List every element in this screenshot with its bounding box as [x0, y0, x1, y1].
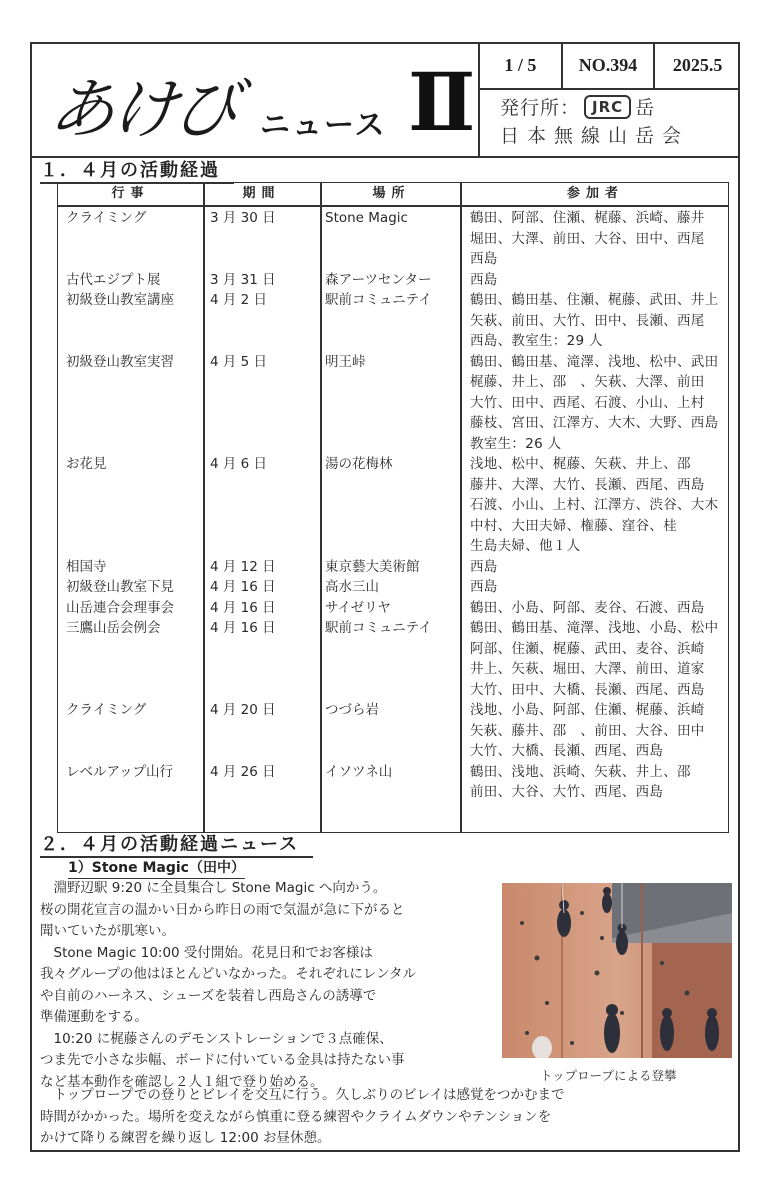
col-header-participants: 参加者: [566, 186, 624, 201]
publisher-org: 日本無線山岳会: [500, 125, 690, 147]
news-line: 準備運動をする。: [40, 1009, 148, 1025]
participants-line: 鶴田、小島、阿部、麦谷、石渡、西島: [470, 599, 705, 616]
participants-line: 矢萩、藤井、邵 、前田、大谷、田中: [470, 722, 705, 739]
cell-date: 4 月 16 日: [210, 599, 276, 616]
cell-place: 駅前コミュニテイ: [325, 620, 432, 636]
participants-line: 藤枝、宮田、江澤方、大木、大野、西島: [470, 415, 719, 431]
participants-line: 中村、大田夫婦、権藤、窪谷、桂: [470, 517, 677, 534]
cell-event: 古代エジプト展: [66, 271, 161, 288]
participants-line: 鶴田、鶴田基、住瀬、梶藤、武田、井上: [470, 292, 719, 308]
news-line: 聞いていたが肌寒い。: [40, 923, 175, 939]
climbing-gym-image: [502, 883, 732, 1058]
participants-line: 石渡、小山、上村、江澤方、渋谷、大木: [470, 497, 719, 513]
cell-place: つづら岩: [325, 702, 379, 718]
participants-line: 梶藤、井上、邵 、矢萩、大澤、前田: [470, 374, 705, 390]
cell-event: 山岳連合会理事会: [66, 599, 174, 616]
jrc-logo: JRC: [584, 95, 631, 119]
participants-line: 藤井、大澤、大竹、長瀬、西尾、西島: [470, 476, 705, 493]
col-rule: [460, 183, 462, 832]
cell-place: 東京藝大美術館: [325, 558, 420, 575]
masthead: [38, 48, 478, 154]
cell-date: 4 月 6 日: [210, 456, 268, 472]
cell-event: お花見: [66, 456, 107, 472]
cell-event: 初級登山教室下見: [66, 579, 174, 595]
section-heading-1: １．４月の活動経過: [40, 160, 234, 184]
news-line: Stone Magic 10:00 受付開始。花見日和でお客様は: [40, 944, 373, 961]
cell-participants: [470, 618, 725, 700]
participants-line: 井上、矢萩、堀田、大澤、前田、道家: [470, 661, 705, 677]
cell-participants: [470, 577, 725, 598]
cell-participants: [470, 270, 725, 291]
news-line: など基本動作を確認し２人１組で登り始める。: [40, 1073, 324, 1090]
news-line: 時間がかかった。場所を変えながら慎重に登る練習やクライムダウンやテンションを: [40, 1108, 552, 1125]
cell-date: 4 月 2 日: [210, 292, 268, 308]
cell-place: イソツネ山: [325, 763, 393, 780]
cell-place: 森アーツセンター: [325, 271, 432, 288]
participants-line: 鶴田、鶴田基、滝澤、浅地、小島、松中: [470, 620, 719, 636]
cell-date: 4 月 5 日: [210, 353, 268, 370]
cell-place: Stone Magic: [325, 210, 408, 226]
participants-line: 矢萩、前田、大竹、田中、長瀬、西尾: [470, 312, 705, 329]
col-header-event: 行事: [111, 186, 150, 201]
participants-line: 阿部、住瀬、梶藤、武田、麦谷、浜崎: [470, 640, 705, 657]
cell-event: 三鷹山岳会例会: [66, 620, 161, 636]
col-rule: [203, 183, 205, 832]
cell-place: 湯の花梅林: [325, 456, 393, 472]
cell-date: 3 月 30 日: [210, 210, 276, 226]
cell-date: 3 月 31 日: [210, 271, 276, 288]
participants-line: 西島、教室生：29 人: [470, 333, 603, 349]
col-header-date: 期間: [242, 186, 281, 201]
header-rule: [58, 205, 728, 207]
cell-date: 4 月 16 日: [210, 620, 276, 636]
cell-place: 明王峠: [325, 353, 366, 370]
news-body: [40, 878, 495, 1093]
cell-event: 初級登山教室実習: [66, 353, 174, 370]
cell-participants: [470, 290, 725, 352]
col-rule: [320, 183, 322, 832]
news-line: つま先で小さな歩幅、ボードに付いている金具は持たない事: [40, 1052, 405, 1068]
masthead-news: ニュース: [260, 108, 387, 143]
publisher: [500, 94, 730, 150]
participants-line: 西島: [470, 251, 498, 267]
cell-date: 4 月 20 日: [210, 702, 276, 718]
news-line: 我々グループの他はほとんどいなかった。それぞれにレンタル: [40, 966, 417, 982]
participants-line: 西島: [470, 271, 498, 288]
masthead-numeral: Ⅱ: [408, 55, 476, 149]
news-line: 10:20 に梶藤さんのデモンストレーションで３点確保、: [40, 1030, 393, 1047]
cell-participants: [470, 454, 725, 557]
cell-place: サイゼリヤ: [325, 599, 391, 616]
masthead-title: あけび: [45, 71, 240, 148]
climbing-photo: [502, 883, 732, 1058]
cell-participants: [470, 700, 725, 762]
participants-line: 大竹、田中、西尾、石渡、小山、上村: [470, 394, 705, 411]
cell-place: 駅前コミュニテイ: [325, 292, 432, 308]
participants-line: 大竹、田中、大橋、長瀬、西尾、西島: [470, 681, 705, 698]
participants-line: 浅地、小島、阿部、住瀬、梶藤、浜崎: [470, 702, 705, 718]
participants-line: 西島: [470, 579, 498, 595]
participants-line: 西島: [470, 558, 498, 575]
cell-event: レベルアップ山行: [66, 763, 174, 780]
cell-participants: [470, 352, 725, 455]
cell-participants: [470, 557, 725, 578]
news-line: 淵野辺駅 9:20 に全員集合し Stone Magic へ向かう。: [40, 880, 387, 896]
participants-line: 教室生：26 人: [470, 435, 562, 452]
cell-place: 高水三山: [325, 579, 379, 595]
cell-participants: [470, 208, 725, 270]
participants-line: 大竹、大橋、長瀬、西尾、西島: [470, 743, 664, 759]
activity-table: [57, 182, 729, 833]
news-sub-heading: 1）Stone Magic（田中）: [68, 858, 245, 879]
participants-line: 堀田、大澤、前田、大谷、田中、西尾: [470, 230, 705, 247]
news-line: や自前のハーネス、シューズを装着し西島さんの誘導で: [40, 987, 377, 1004]
col-header-place: 場所: [372, 186, 411, 201]
participants-line: 鶴田、浅地、浜崎、矢萩、井上、邵: [470, 763, 691, 780]
participants-line: 鶴田、阿部、住瀬、梶藤、浜崎、藤井: [470, 210, 705, 226]
page-number: 1 / 5: [480, 42, 563, 88]
photo-caption: トップロープによる登攀: [540, 1068, 677, 1083]
masthead-bottom-rule: [30, 156, 740, 158]
participants-line: 鶴田、鶴田基、滝澤、浅地、松中、武田: [470, 353, 719, 370]
news-line: かけて降りる練習を繰り返し 12:00 お昼休憩。: [40, 1130, 331, 1146]
cell-event: クライミング: [66, 702, 147, 718]
issue-date: 2025.5: [672, 54, 723, 75]
participants-line: 生島夫婦、他１人: [470, 538, 581, 554]
cell-date: 4 月 26 日: [210, 763, 276, 780]
cell-date: 4 月 12 日: [210, 558, 276, 575]
cell-date: 4 月 16 日: [210, 579, 276, 595]
issue-info: [480, 42, 740, 90]
news-body-full: [40, 1085, 700, 1150]
cell-event: クライミング: [66, 210, 147, 226]
participants-line: 前田、大谷、大竹、西尾、西島: [470, 784, 664, 800]
news-line: 桜の開花宣言の温かい日から昨日の雨で気温が急に下がると: [40, 901, 405, 918]
participants-line: 浅地、松中、梶藤、矢萩、井上、邵: [470, 456, 691, 472]
cell-participants: [470, 598, 725, 619]
cell-event: 初級登山教室講座: [66, 292, 174, 308]
publisher-suffix: 岳: [635, 97, 656, 119]
cell-event: 相国寺: [66, 558, 107, 575]
publisher-label: 発行所：: [500, 97, 581, 119]
news-line: トップロープでの登りとビレイを交互に行う。久しぶりのビレイは感覚をつかむまで: [40, 1087, 565, 1103]
cell-participants: [470, 762, 725, 803]
section-heading-2: ２．４月の活動経過ニュース: [40, 834, 313, 858]
issue-number: NO.394: [563, 42, 656, 88]
